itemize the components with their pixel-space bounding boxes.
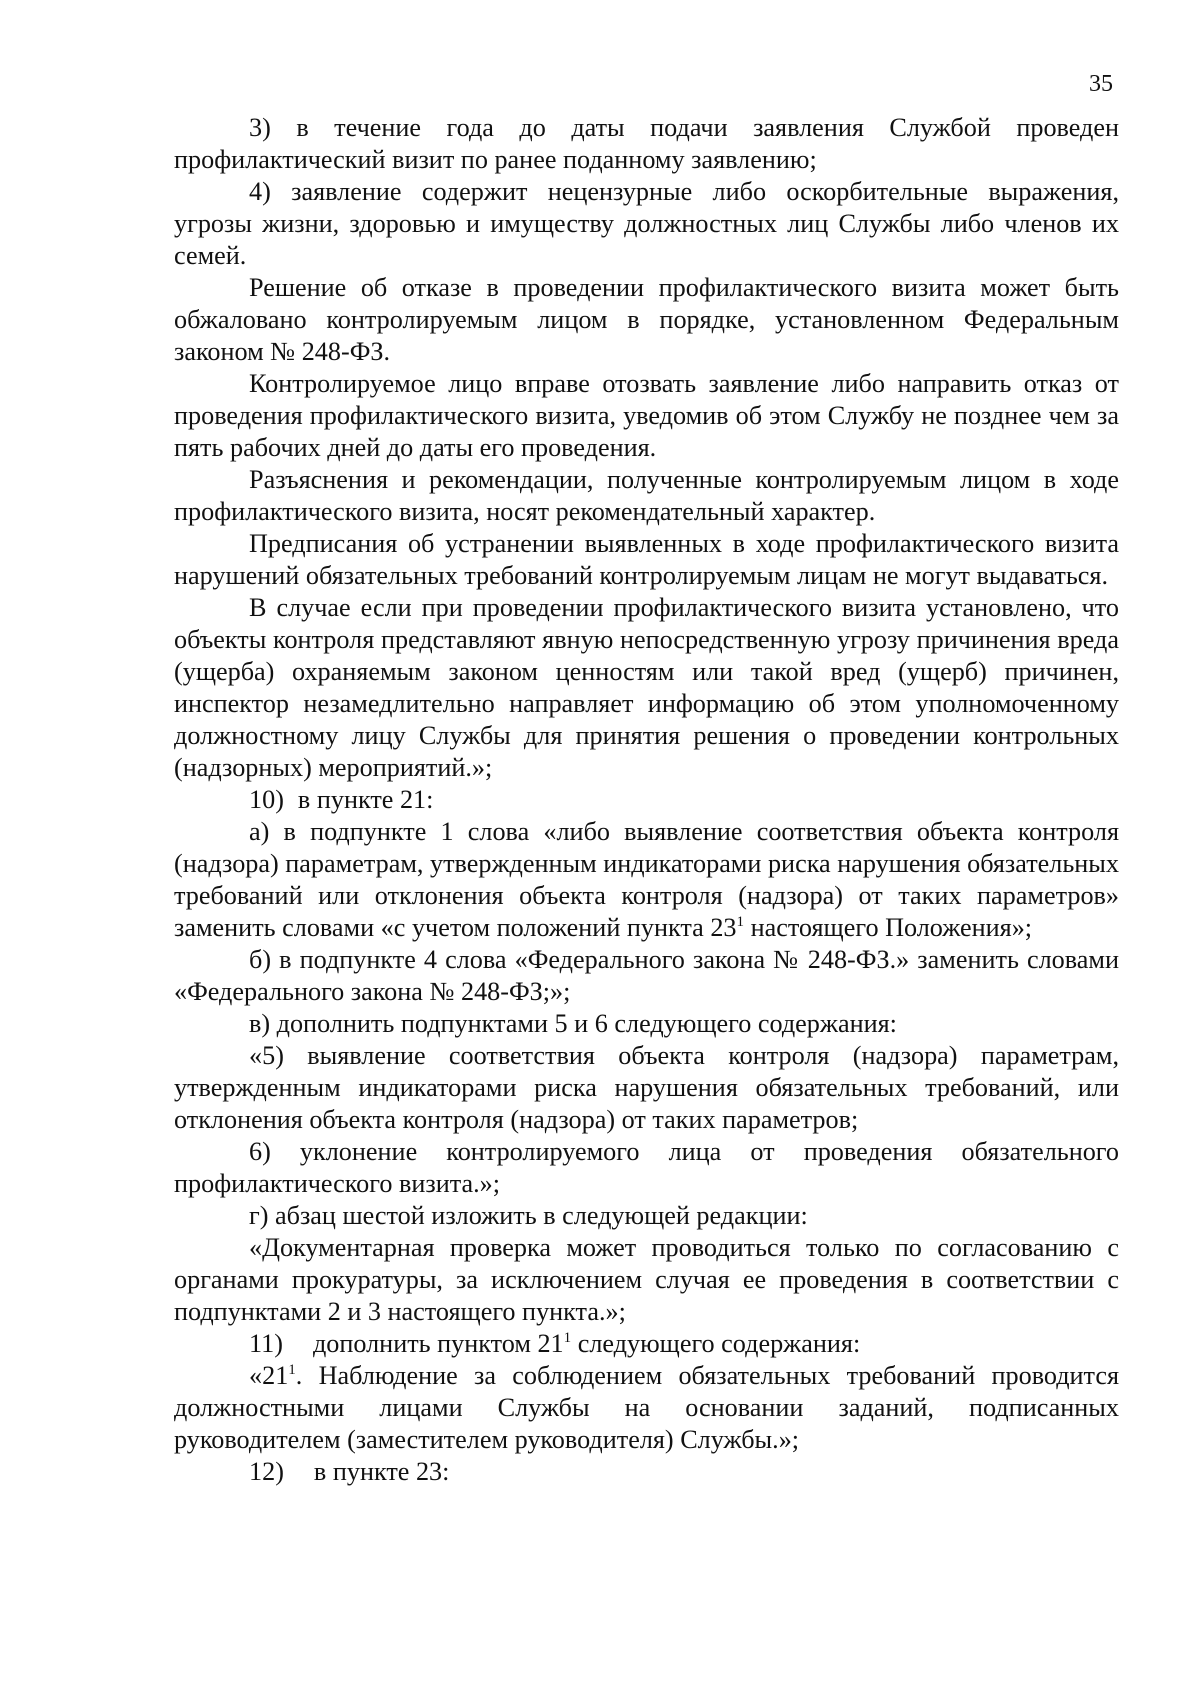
subitem-a-text: а) в подпункте 1 слова «либо выявление соответствия объекта контроля (надзора) параметрам, утвержденным индикаторами риска нарушения обязательных требований или отклонения объекта контроля (надзора) от таких параметров» заменить словами «с учетом положений пункта 23 <box>174 817 1119 942</box>
paragraph-withdrawal: Контролируемое лицо вправе отозвать заявление либо направить отказ от проведения профилактического визита, уведомив об этом Службу не позднее чем за пять рабочих дней до даты его проведения. <box>174 369 1119 462</box>
item-11-number: 11) <box>249 1329 283 1358</box>
paragraph-item-4: 4) заявление содержит нецензурные либо оскорбительные выражения, угрозы жизни, здоровью и имуществу должностных лиц Службы либо членов их семей. <box>174 177 1119 270</box>
item-10-text: в пункте 21: <box>297 785 434 814</box>
item-11-text: дополнить пунктом 21 <box>312 1329 564 1358</box>
subitem-b: б) в подпункте 4 слова «Федерального закона № 248-ФЗ.» заменить словами «Федерального закона № 248-ФЗ;»; <box>174 945 1119 1006</box>
document-body <box>174 112 1119 1488</box>
subitem-g: г) абзац шестой изложить в следующей редакции: <box>249 1201 808 1230</box>
paragraph-explanations: Разъяснения и рекомендации, полученные контролируемым лицом в ходе профилактического визита, носят рекомендательный характер. <box>174 465 1119 526</box>
paragraph-threat-case: В случае если при проведении профилактического визита установлено, что объекты контроля представляют явную непосредственную угрозу причинения вреда (ущерба) охраняемым законом ценностям или такой вред (ущерб) причинен, инспектор незамедлительно направляет информацию об этом уполномоченному должностному лицу Службы для принятия решения о проведении контрольных (надзорных) мероприятий.»; <box>174 593 1119 782</box>
item-12-text: в пункте 23: <box>313 1457 450 1486</box>
item-10 <box>174 784 1119 816</box>
point-21-1-superscript: 1 <box>288 1362 296 1378</box>
subitem-5-quote: «5) выявление соответствия объекта контроля (надзора) параметрам, утвержденным индикаторами риска нарушения обязательных требований, или отклонения объекта контроля (надзора) от таких параметров; <box>174 1041 1119 1134</box>
point-21-1-start: «21 <box>249 1361 289 1390</box>
item-12-number: 12) <box>249 1457 284 1486</box>
page-number: 35 <box>1089 71 1113 97</box>
item-12 <box>174 1456 1119 1488</box>
item-11 <box>174 1328 1119 1360</box>
paragraph-prescriptions: Предписания об устранении выявленных в ходе профилактического визита нарушений обязательных требований контролируемым лицам не могут выдаваться. <box>174 529 1119 590</box>
subitem-a <box>174 816 1119 944</box>
subitem-6-quote: 6) уклонение контролируемого лица от проведения обязательного профилактического визита.»; <box>174 1137 1119 1198</box>
point-21-1-text: . Наблюдение за соблюдением обязательных требований проводится должностными лицами Службы на основании заданий, подписанных руководителем (заместителем руководителя) Службы.»; <box>174 1361 1119 1454</box>
item-11-tail: следующего содержания: <box>571 1329 861 1358</box>
point-21-1-quote <box>174 1360 1119 1456</box>
subitem-v: в) дополнить подпунктами 5 и 6 следующего содержания: <box>249 1009 897 1038</box>
documentary-check-quote: «Документарная проверка может проводиться только по согласованию с органами прокуратуры, за исключением случая ее проведения в соответствии с подпунктами 2 и 3 настоящего пункта.»; <box>174 1233 1119 1326</box>
item-10-number: 10) <box>249 785 284 814</box>
subitem-a-superscript: 1 <box>736 914 745 930</box>
subitem-a-tail: настоящего Положения»; <box>744 913 1033 942</box>
paragraph-refusal-appeal: Решение об отказе в проведении профилактического визита может быть обжаловано контролируемым лицом в порядке, установленном Федеральным законом № 248-ФЗ. <box>174 273 1119 366</box>
item-11-superscript: 1 <box>563 1330 572 1346</box>
paragraph-item-3: 3) в течение года до даты подачи заявления Службой проведен профилактический визит по ранее поданному заявлению; <box>174 113 1119 174</box>
